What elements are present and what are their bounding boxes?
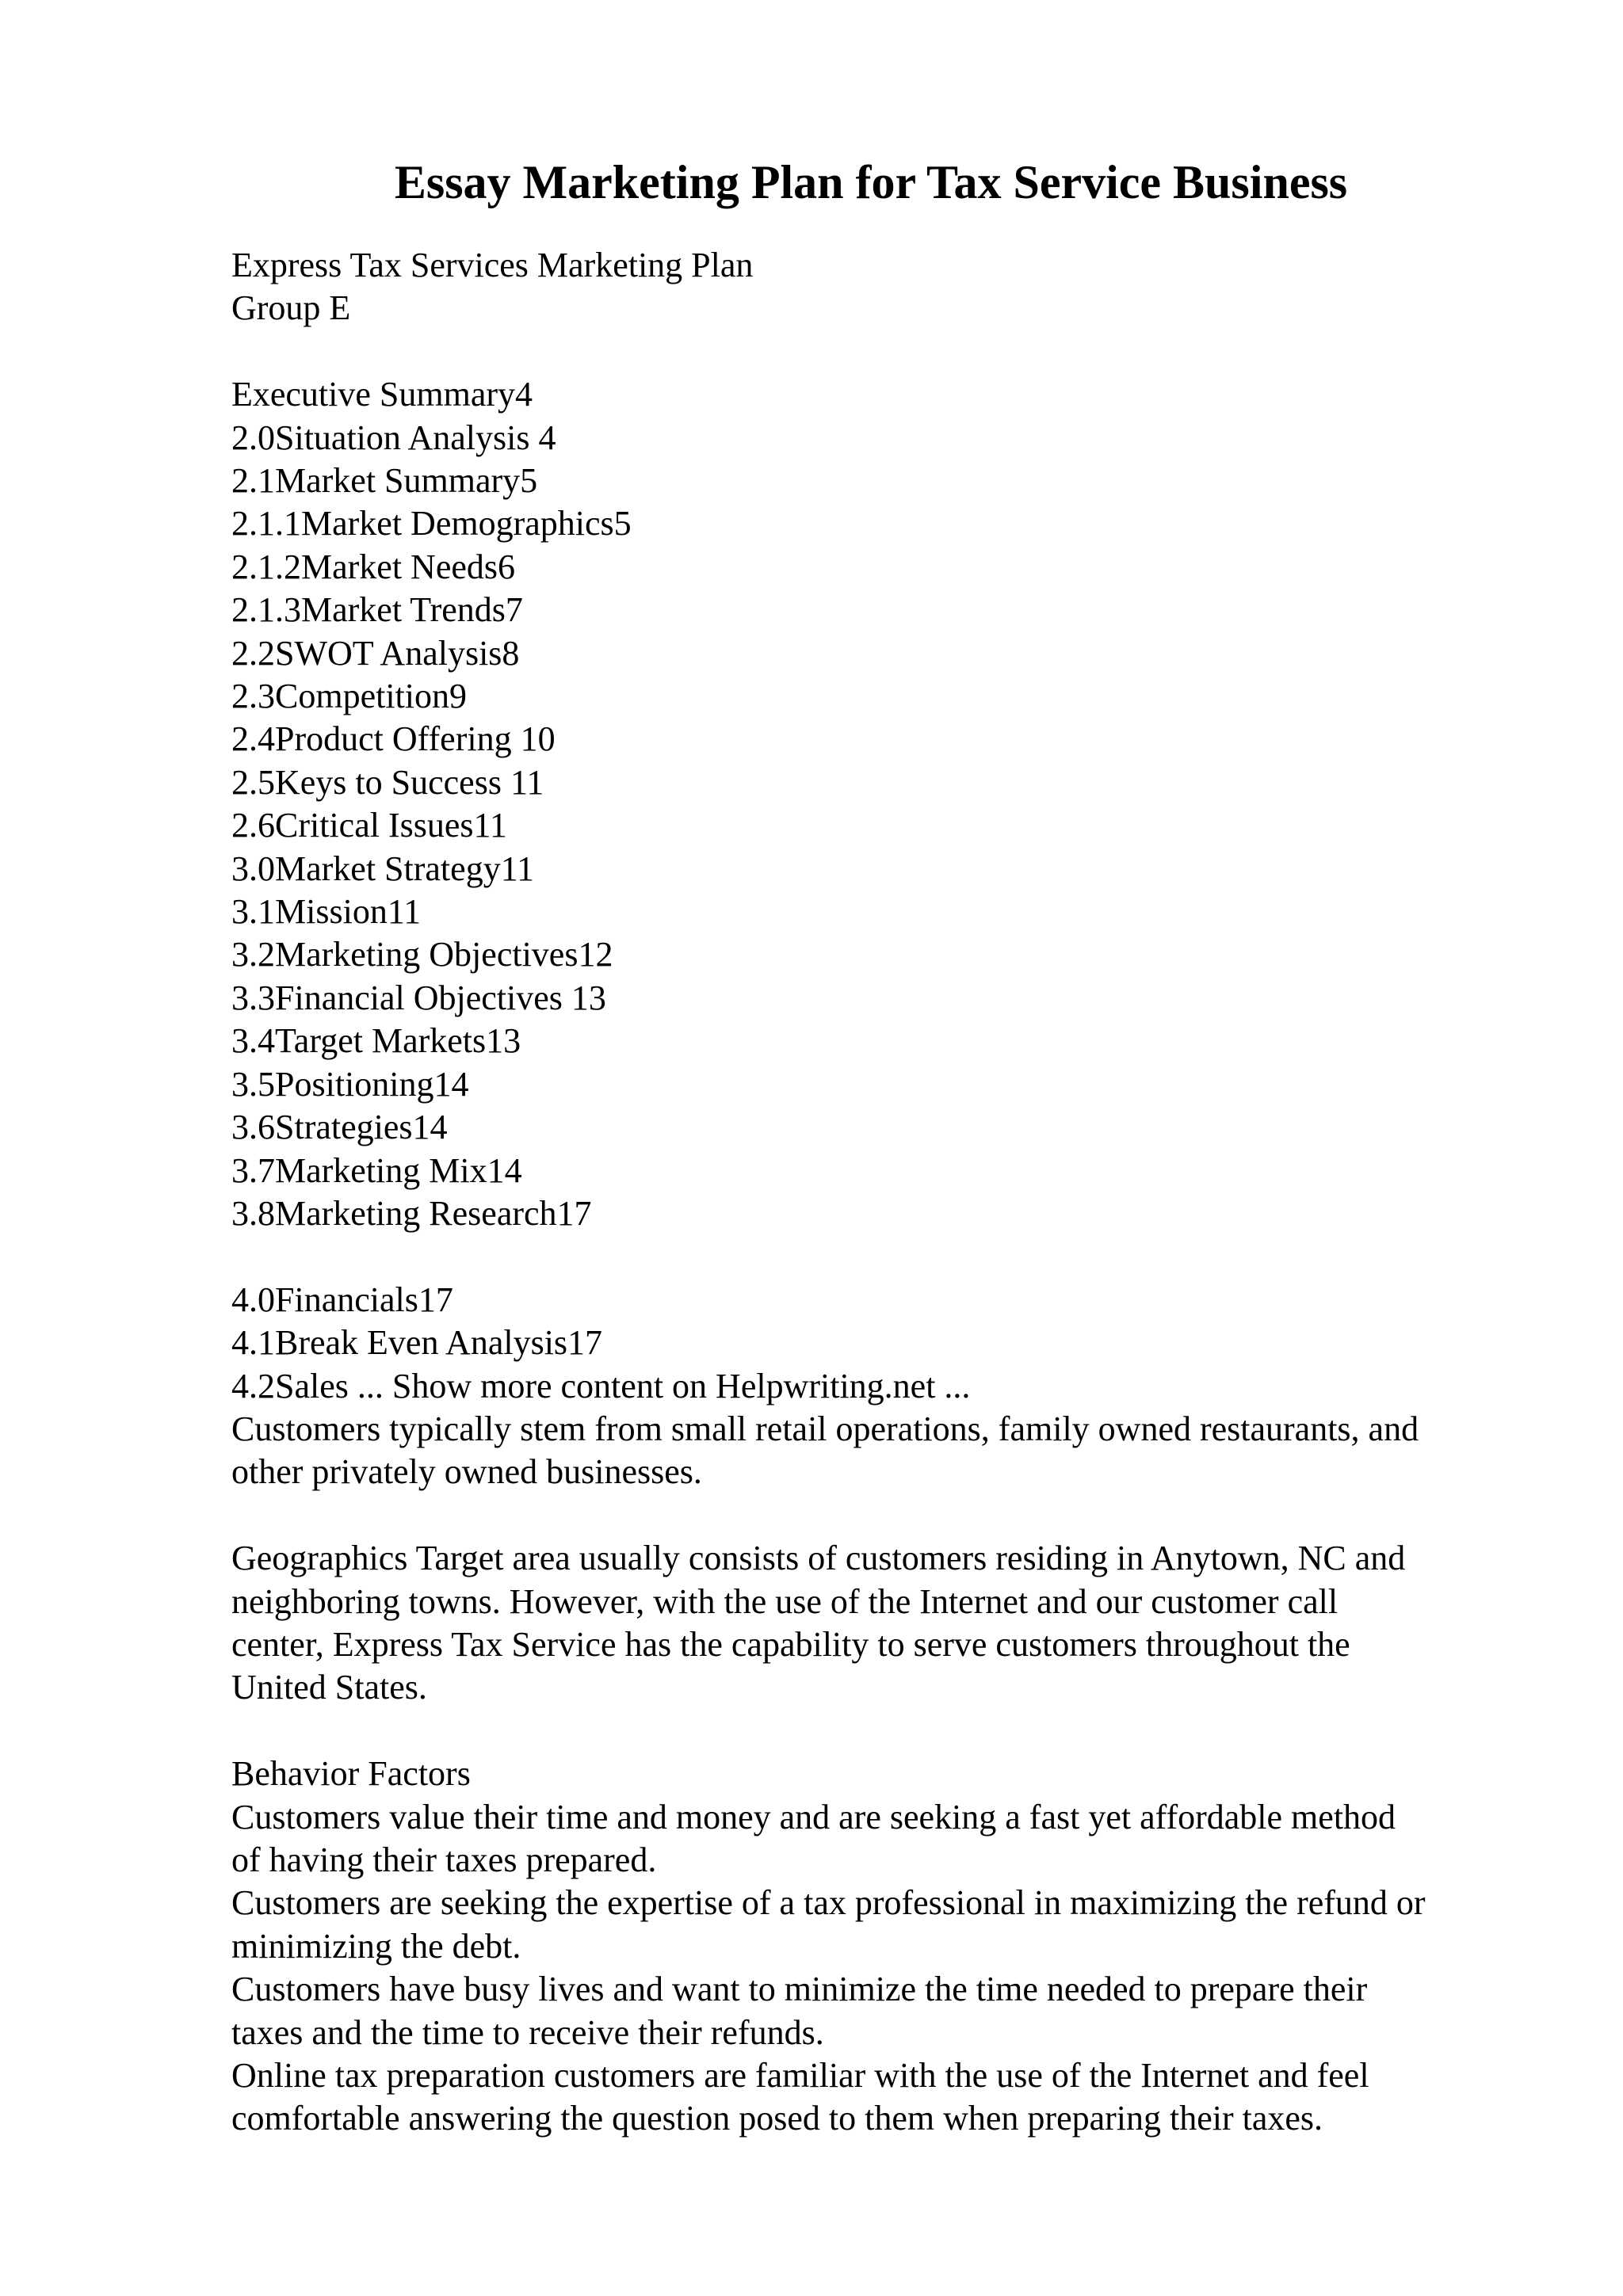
toc-entry: 2.2SWOT Analysis8 [231,633,520,673]
document-title: Essay Marketing Plan for Tax Service Business [394,156,1348,208]
paragraph-line: minimizing the debt. [231,1926,521,1966]
blank-line [231,330,1594,373]
paragraph-line: neighboring towns. However, with the use of the Internet and our customer call [231,1581,1338,1621]
paragraph-line: taxes and the time to receive their refunds. [231,2012,824,2052]
paragraph-line: comfortable answering the question posed to them when preparing their taxes. [231,2099,1323,2138]
toc-entry: 3.1Mission11 [231,892,422,932]
behavior-factors-section [231,1753,1594,2141]
toc-entry: 3.5Positioning14 [231,1064,469,1104]
toc-entry: 2.1.3Market Trends7 [231,590,523,630]
toc-entry-truncated: 4.2Sales ... Show more content on Helpwriting.net ... [231,1366,971,1405]
toc-entry: 2.5Keys to Success 11 [231,762,544,802]
toc-entry: Executive Summary4 [231,375,533,414]
toc-entry: 2.0Situation Analysis 4 [231,418,556,457]
paragraph-line: other privately owned businesses. [231,1452,702,1492]
table-of-contents [231,373,1594,1408]
section-heading: Behavior Factors [231,1754,471,1794]
toc-entry: 3.2Marketing Objectives12 [231,935,613,974]
toc-entry: 2.3Competition9 [231,677,467,716]
geographics-paragraph [231,1537,1594,1710]
toc-entry: 3.7Marketing Mix14 [231,1150,522,1190]
toc-entry: 2.4Product Offering 10 [231,719,556,759]
toc-entry: 3.0Market Strategy11 [231,849,535,888]
paragraph-line: Geographics Target area usually consists of customers residing in Anytown, NC and [231,1539,1406,1578]
toc-entry: 3.3Financial Objectives 13 [231,978,606,1017]
toc-entry: 3.6Strategies14 [231,1108,448,1147]
toc-entry: 2.6Critical Issues11 [231,806,507,845]
paragraph-line: Customers typically stem from small retail operations, family owned restaurants, and [231,1409,1419,1448]
blank-line [231,1494,1594,1537]
blank-line [231,1235,1594,1278]
paragraph-line: center, Express Tax Service has the capability to serve customers throughout the [231,1624,1350,1664]
paragraph-line: of having their taxes prepared. [231,1840,657,1879]
paragraph-line: Customers are seeking the expertise of a tax professional in maximizing the refund or [231,1883,1426,1923]
toc-entry: 2.1.2Market Needs6 [231,547,516,586]
header-line: Group E [231,288,351,328]
toc-entry: 2.1.1Market Demographics5 [231,504,632,543]
header-line: Express Tax Services Marketing Plan [231,246,754,284]
paragraph-line: United States. [231,1668,427,1707]
toc-entry: 3.4Target Markets13 [231,1021,521,1061]
toc-entry: 4.1Break Even Analysis17 [231,1323,603,1363]
blank-line [231,1710,1594,1753]
paragraph-line: Customers value their time and money and are seeking a fast yet affordable method [231,1797,1396,1836]
toc-entry: 4.0Financials17 [231,1280,453,1319]
toc-entry: 2.1Market Summary5 [231,461,538,501]
toc-entry: 3.8Marketing Research17 [231,1193,592,1233]
document-body [231,244,1594,2141]
paragraph-line: Online tax preparation customers are familiar with the use of the Internet and feel [231,2056,1369,2095]
paragraph-line: Customers have busy lives and want to minimize the time needed to prepare their [231,1970,1368,2009]
customers-paragraph [231,1408,1594,1494]
